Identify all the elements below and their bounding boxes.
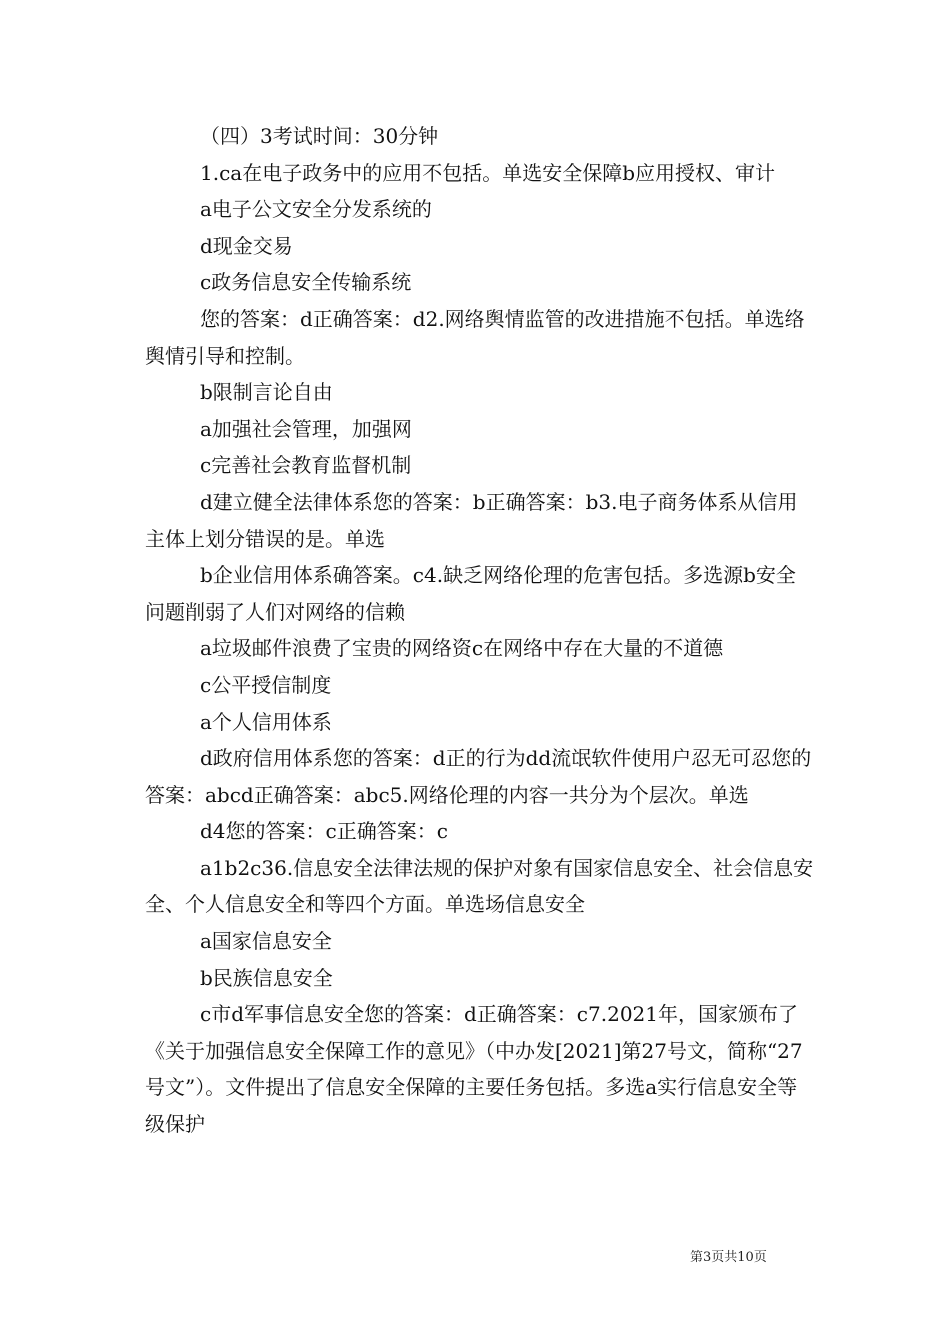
paragraph: c政务信息安全传输系统: [200, 270, 412, 295]
paragraph: d建立健全法律体系您的答案：b正确答案：b3.电子商务体系从信用主体上划分错误的是。单选: [145, 489, 798, 551]
paragraph: d政府信用体系您的答案：d正的行为dd流氓软件使用户忍无可忍您的答案：abcd正确答案：abc5.网络伦理的内容一共分为个层次。单选: [145, 746, 812, 807]
paragraph: a国家信息安全: [200, 929, 332, 954]
paragraph: a个人信用体系: [200, 709, 332, 734]
paragraph: a电子公文安全分发系统的: [200, 197, 432, 222]
document-body: [145, 118, 815, 1143]
paragraph: c公平授信制度: [200, 672, 332, 697]
paragraph: 1.ca在电子政务中的应用不包括。单选安全保障b应用授权、审计: [200, 160, 776, 185]
paragraph: d4您的答案：c正确答案：c: [200, 819, 448, 844]
paragraph: a垃圾邮件浪费了宝贵的网络资c在网络中存在大量的不道德: [200, 636, 724, 661]
paragraph: b限制言论自由: [200, 380, 333, 405]
paragraph: d现金交易: [200, 233, 293, 258]
paragraph: c完善社会教育监督机制: [200, 453, 412, 478]
paragraph: a1b2c36.信息安全法律法规的保护对象有国家信息安全、社会信息安全、个人信息安全和等四个方面。单选场信息安全: [145, 855, 814, 917]
paragraph: a加强社会管理，加强网: [200, 416, 412, 441]
paragraph: b民族信息安全: [200, 965, 333, 990]
paragraph: c市d军事信息安全您的答案：d正确答案：c7.2021年，国家颁布了《关于加强信息安全保障工作的意见》（中办发[2021]第27号文，简称“27号文”）。文件提出了信息安全保障的主要任务包括。多选a实行信息安全等级保护: [145, 1002, 803, 1137]
paragraph: 您的答案：d正确答案：d2.网络舆情监管的改进措施不包括。单选络舆情引导和控制。: [145, 306, 805, 368]
paragraph: b企业信用体系确答案。c4.缺乏网络伦理的危害包括。多选源b安全问题削弱了人们对网络的信赖: [145, 563, 796, 624]
page-number-footer: 第3页共10页: [690, 1250, 767, 1265]
paragraph-exam-time: （四）3考试时间：30分钟: [200, 124, 439, 148]
